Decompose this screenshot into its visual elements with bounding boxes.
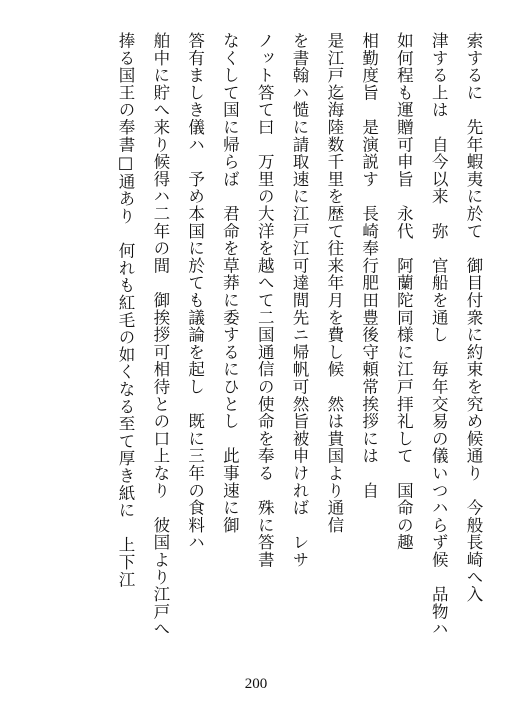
page-number: 200 [244, 676, 268, 692]
text-column-10: 舶中に貯へ来り候得ハ二年の間 御挨拶可相待との口上なり 彼国より江戸へ [150, 32, 170, 638]
text-column-4: 相勤度旨 是演説す 長崎奉行肥田豊後守頼常挨拶には 自 [359, 32, 379, 500]
text-column-2: 津する上は 自今以来 弥 官船を通し 毎年交易の儀いつハらず候 品物ハ [429, 32, 449, 638]
text-column-7: ノット答て曰 万里の大洋を越へて二国通信の使命を奉る 殊に答書 [255, 32, 275, 569]
vertical-text-block [107, 32, 490, 638]
text-column-9: 答有ましき儀ハ 予め本国に於ても議論を起し 既に三年の食料ハ [185, 32, 205, 551]
text-column-8: なくして国に帰らば 君命を草莽に委するにひとし 此事速に御 [220, 32, 240, 534]
text-column-6: を書翰ハ慥に請取速に江戸江可達間先ニ帰帆可然旨被申ければ レサ [290, 32, 310, 569]
text-column-5: 是江戸迄海陸数千里を歴て往来年月を費し候 然は貴国より通信 [324, 32, 344, 534]
text-column-3: 如何程も運贈可申旨 永代 阿蘭陀同様に江戸拝礼して 国命の趣 [394, 32, 414, 551]
text-column-11: 捧る国王の奉書□通あり 何れも紅毛の如くなる至て厚き紙に 上下江 [116, 32, 136, 589]
text-column-1: 索するに 先年蝦夷に於て 御目付衆に約束を究め候通り 今般長崎へ入 [464, 32, 483, 603]
